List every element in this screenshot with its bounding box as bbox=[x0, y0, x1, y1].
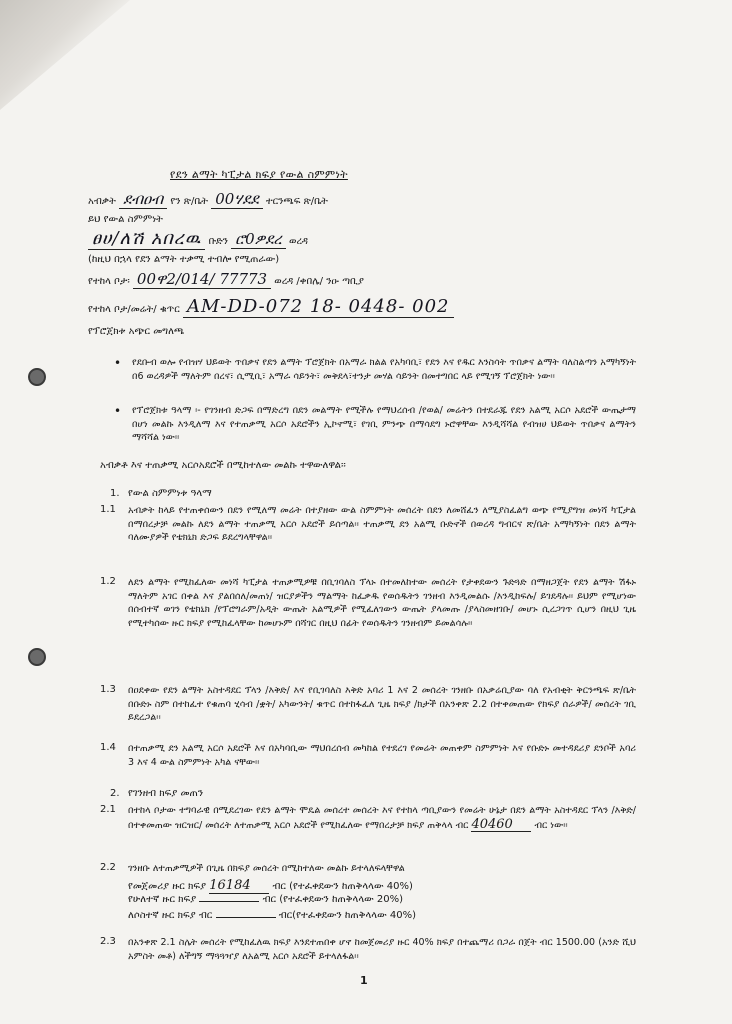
payment-2-label: የሁለተኛ ዙር ክፍያ bbox=[128, 894, 197, 905]
agreement-intro: አብቃቶ እና ተጠቃሚ አርሶአደሮች በሚከተለው መልኩ ተዋውለዋል፡፡ bbox=[100, 460, 346, 471]
payment-2-suffix: ብር (የተፈቀደውን ከጠቅላላው 20%) bbox=[262, 894, 404, 905]
payment-3-suffix: ብር(የተፈቀደውን ከጠቅላላው 40%) bbox=[278, 910, 416, 921]
payment-1-label: የመጀመሪያ ዙር ክፍያ bbox=[128, 881, 207, 892]
payment-1-amount: 16184 bbox=[209, 878, 269, 894]
section-title: የገንዘብ ክፍያ መጠን bbox=[128, 788, 204, 799]
clause-number: 1.4 bbox=[100, 742, 116, 753]
code-line bbox=[88, 296, 454, 317]
total-amount: 40460 bbox=[471, 818, 531, 833]
party-line bbox=[88, 228, 308, 249]
clause-text bbox=[128, 804, 636, 832]
bullet-paragraph: የደቡብ ወሎ የብዝሃ ህይወት ጥበቃና የደን ልማት ፕሮጀክት በአማራ ክልል የአካባቢ፣ የደን እና የዱር እንስሳት ጥበቃና ልማት ባለስልጣን አማካኝነት በ6 ወረዳዎች ማለትም በረና፣ ሲሚቢ፣ አማራ ሳይንት፣ መቅደላ፣ተንታ መሃል ሳይንት በመተግበር ላይ የሚገኝ ፕሮጀክት ነው፡፡ bbox=[132, 357, 636, 382]
code-value: AM-DD-072 18- 0448- 002 bbox=[183, 296, 454, 318]
clause-number: 1.3 bbox=[100, 684, 116, 695]
id-label: የን ጽ/ቤት bbox=[170, 196, 208, 207]
code-label: የተከላ ቦታ/መሬት/ ቁጥር bbox=[88, 304, 180, 315]
payment-2 bbox=[128, 894, 403, 905]
bullet-marker: • bbox=[114, 404, 122, 418]
clause-text: ገንዘቡ ለተጠቃሚዎች በጊዜ በክፍያ መሰረት በሚከተለው መልኩ ይተላለፍላቸዋል bbox=[128, 863, 405, 874]
payment-2-amount bbox=[199, 901, 259, 902]
party-note: (ከዚህ በኋላ የደን ልማት ተቃሚ ተብሎ የሚጠራው) bbox=[88, 254, 280, 265]
payment-3-label: ለሶስተኛ ዙር ክፍያ ብር bbox=[128, 910, 213, 921]
payment-3 bbox=[128, 910, 416, 921]
party-value: ፀሀ/ለሽ አበረዉ bbox=[88, 228, 205, 250]
clause-text: ለደን ልማት የሚከፈለው መነሻ ካፒታል ተጠቃሚዎቹ በቢገባለስ ፕላኑ በተመለከተው መሰረት የታቀደውን ጉድጓድ በማዘጋጀት የደን ልማት ሽፋኑ ማለትም አገር በቀል እና ያልበሰለ/መጠነ/ ዝርያዎችን ማልማት ከፈቃዱ የወሰዱትን ገንዘብ እንዲመልሱ /እንዲከፍሉ/ ይገደዳሉ፡፡ ይህም የሚሆነው በሰብተኛ ወገን የቴክኒክ /የፕሮግራም/አዲት ውጤት አልሚዎች የሚፈለገውን ውጤት ያላመጡ /ያላስመዘገቡ/ መሆኑ ሲረጋገጥ ሲሆን በዚህ ጊዜ የሚተካሰው ዙር ክፍያ የሚከፈላቸው ከመሆኑም በሻገር በዚህ በፊት የወሰዱትን ገንዘብም ይመልሳሉ፡፡ bbox=[128, 577, 636, 629]
payment-1-suffix: ብር (የተፈቀደውን ከጠቅላላው 40%) bbox=[272, 881, 413, 892]
section-number: 1. bbox=[110, 488, 120, 499]
clause-text: በተጠቃሚ ደን አልሚ አርሶ አደሮች እና በአካባቢው ማህበረሰብ መካከል የተደረገ የመሬት መጠቀም ስምምነት እና የቡድኑ መተዳደሪያ ደንቦች አባሪ 3 እና 4 ውል ስምምነት አካል ናቸው፡፡ bbox=[128, 743, 636, 768]
clause-text: አብቃት ከላይ የተጠቀሰውን በደን የሚለማ መሬት በተያዘው ውል ስምምነት መሰረት በደን ለመሸፈን ለሚያስፈልግ ወጭ የሚያግዝ መነሻ ካፒታል በማበረታቻ መልኩ ለደን ልማት ተጠቃሚ አርሶ አደሮች ይሰጣል፡፡ ተጠቃሚ ደን አልሚ ቡድኖች በወረዳ ግብርና ጽ/ቤት አማካኝነት በደን ልማት ባለሙያዎች የቴክኒክ ድጋፍ ይደረግላቸዋል፡፡ bbox=[128, 505, 636, 543]
party-id-label: ቡድን bbox=[208, 236, 228, 247]
document-title: የደን ልማት ካፒታል ክፍያ የውል ስምምነት bbox=[170, 168, 348, 181]
punch-hole-bottom bbox=[28, 648, 46, 666]
clause-text: በዐደቀው የደን ልማት አስተዳደር ፕላን /እቅድ/ እና የቢገባለስ እቅድ አባሪ 1 እና 2 መሰረት ገንዘቡ በአቃሬቢያው ባለ የአብቂት ቅርንጫፍ ጽ/ቤት በቡድኑ ስም በተከፈተ የቁጠባ ሂሳብ /ቋት/ አካውንት/ ቁጥር በተከፋፈለ ጊዜ ክፍያ /ክታች በአንቀጽ 2.2 በተቀመጠው የክፍያ ሰራዎች/ መሰረት ገቢ ይደረጋል፡፡ bbox=[128, 685, 636, 723]
folded-corner bbox=[0, 0, 130, 110]
clause-number: 1.1 bbox=[100, 504, 116, 515]
page-number: 1 bbox=[360, 974, 368, 987]
bullet-marker: • bbox=[114, 356, 122, 370]
section-title: የውል ስምምነቱ ዓላማ bbox=[128, 488, 212, 499]
payment-3-amount bbox=[216, 917, 276, 918]
clause-body: በተከላ ቦታው ተግባራዊ በሚደረገው የደን ልማት ሞዴል መሰረተ መሰረት እና የተከላ ጣቢያውን የመሬት ሁኔታ በደን ልማት አስተዳደር ፕላን /እቅድ/ በተቀመጠው ዝርዝር/ መሰረት ለተጠቃሚ አርሶ አደሮች የሚከፈለው የማበረታቻ ክፍያ ጠቅላላ ብር bbox=[128, 805, 636, 831]
punch-hole-top bbox=[28, 368, 46, 386]
bullet-paragraph: የፕሮጀክቱ ዓላማ ፡- የገንዘብ ድጋፍ በማድረግ በደን መልማት የሚችሉ የማህረሰብ /የወል/ መሬትን በተደራጁ የደን አልሚ አርሶ አደሮች ውጤታማ በሆነ መልኩ እንዲለማ እና የተጠቃሚ አርሶ አደሮችን ኢኮኖሚ፣ የገቢ ምንጭ በማሳደግ ኑሮዋቸው እንዲሻሻል የብዝሀ ህይወት ጥበቃና ልማትን ማሻሻል ነው፡፡ bbox=[132, 405, 636, 443]
clause-number: 2.1 bbox=[100, 804, 116, 815]
clause-number: 2.3 bbox=[100, 936, 116, 947]
clause-text: በአንቀጽ 2.1 ስሌት መሰረት የሚከፈለዉ ክፍያ እንደተጠበቀ ሆኖ ከመጀመሪያ ዙር 40% ክፍያ በተጨማሪ በጋራ በጀት ብር 1500.00 (አንድ ሺህ አምስት መቶ) ለችግኝ ማጓጓዣያ ለአልሚ አርሶ አደሮች ይተላለፋል፡፡ bbox=[128, 937, 636, 962]
giver-value: ደብዐብ bbox=[119, 190, 167, 209]
address-line bbox=[88, 270, 364, 288]
payment-1 bbox=[128, 878, 413, 894]
total-suffix: ብር ነው፡፡ bbox=[534, 819, 568, 831]
giver-line bbox=[88, 190, 328, 208]
section-number: 2. bbox=[110, 788, 120, 799]
clause-number: 1.2 bbox=[100, 576, 116, 587]
between-label: ይህ የውል ስምምነት bbox=[88, 214, 163, 225]
branch-label: ተርንጫፍ ጽ/ቤት bbox=[265, 196, 328, 207]
clause-number: 2.2 bbox=[100, 862, 116, 873]
id-value: 00ሃደደ bbox=[211, 190, 262, 209]
party-id-value: ሮ0ዎደረ bbox=[231, 230, 286, 249]
party-suffix: ወረዳ bbox=[289, 236, 308, 247]
giver-label: አብቃት bbox=[88, 196, 116, 207]
address-value: 00ዋ2/014/ 77773 bbox=[133, 270, 271, 289]
project-summary-heading: የፕሮጀክቱ አጭር መግለጫ bbox=[88, 326, 185, 337]
address-suffix: ወረዳ /ቀበሌ/ ንዑ ጣቢያ bbox=[274, 276, 364, 287]
address-label: የተከላ ቦታ፡ bbox=[88, 276, 130, 287]
